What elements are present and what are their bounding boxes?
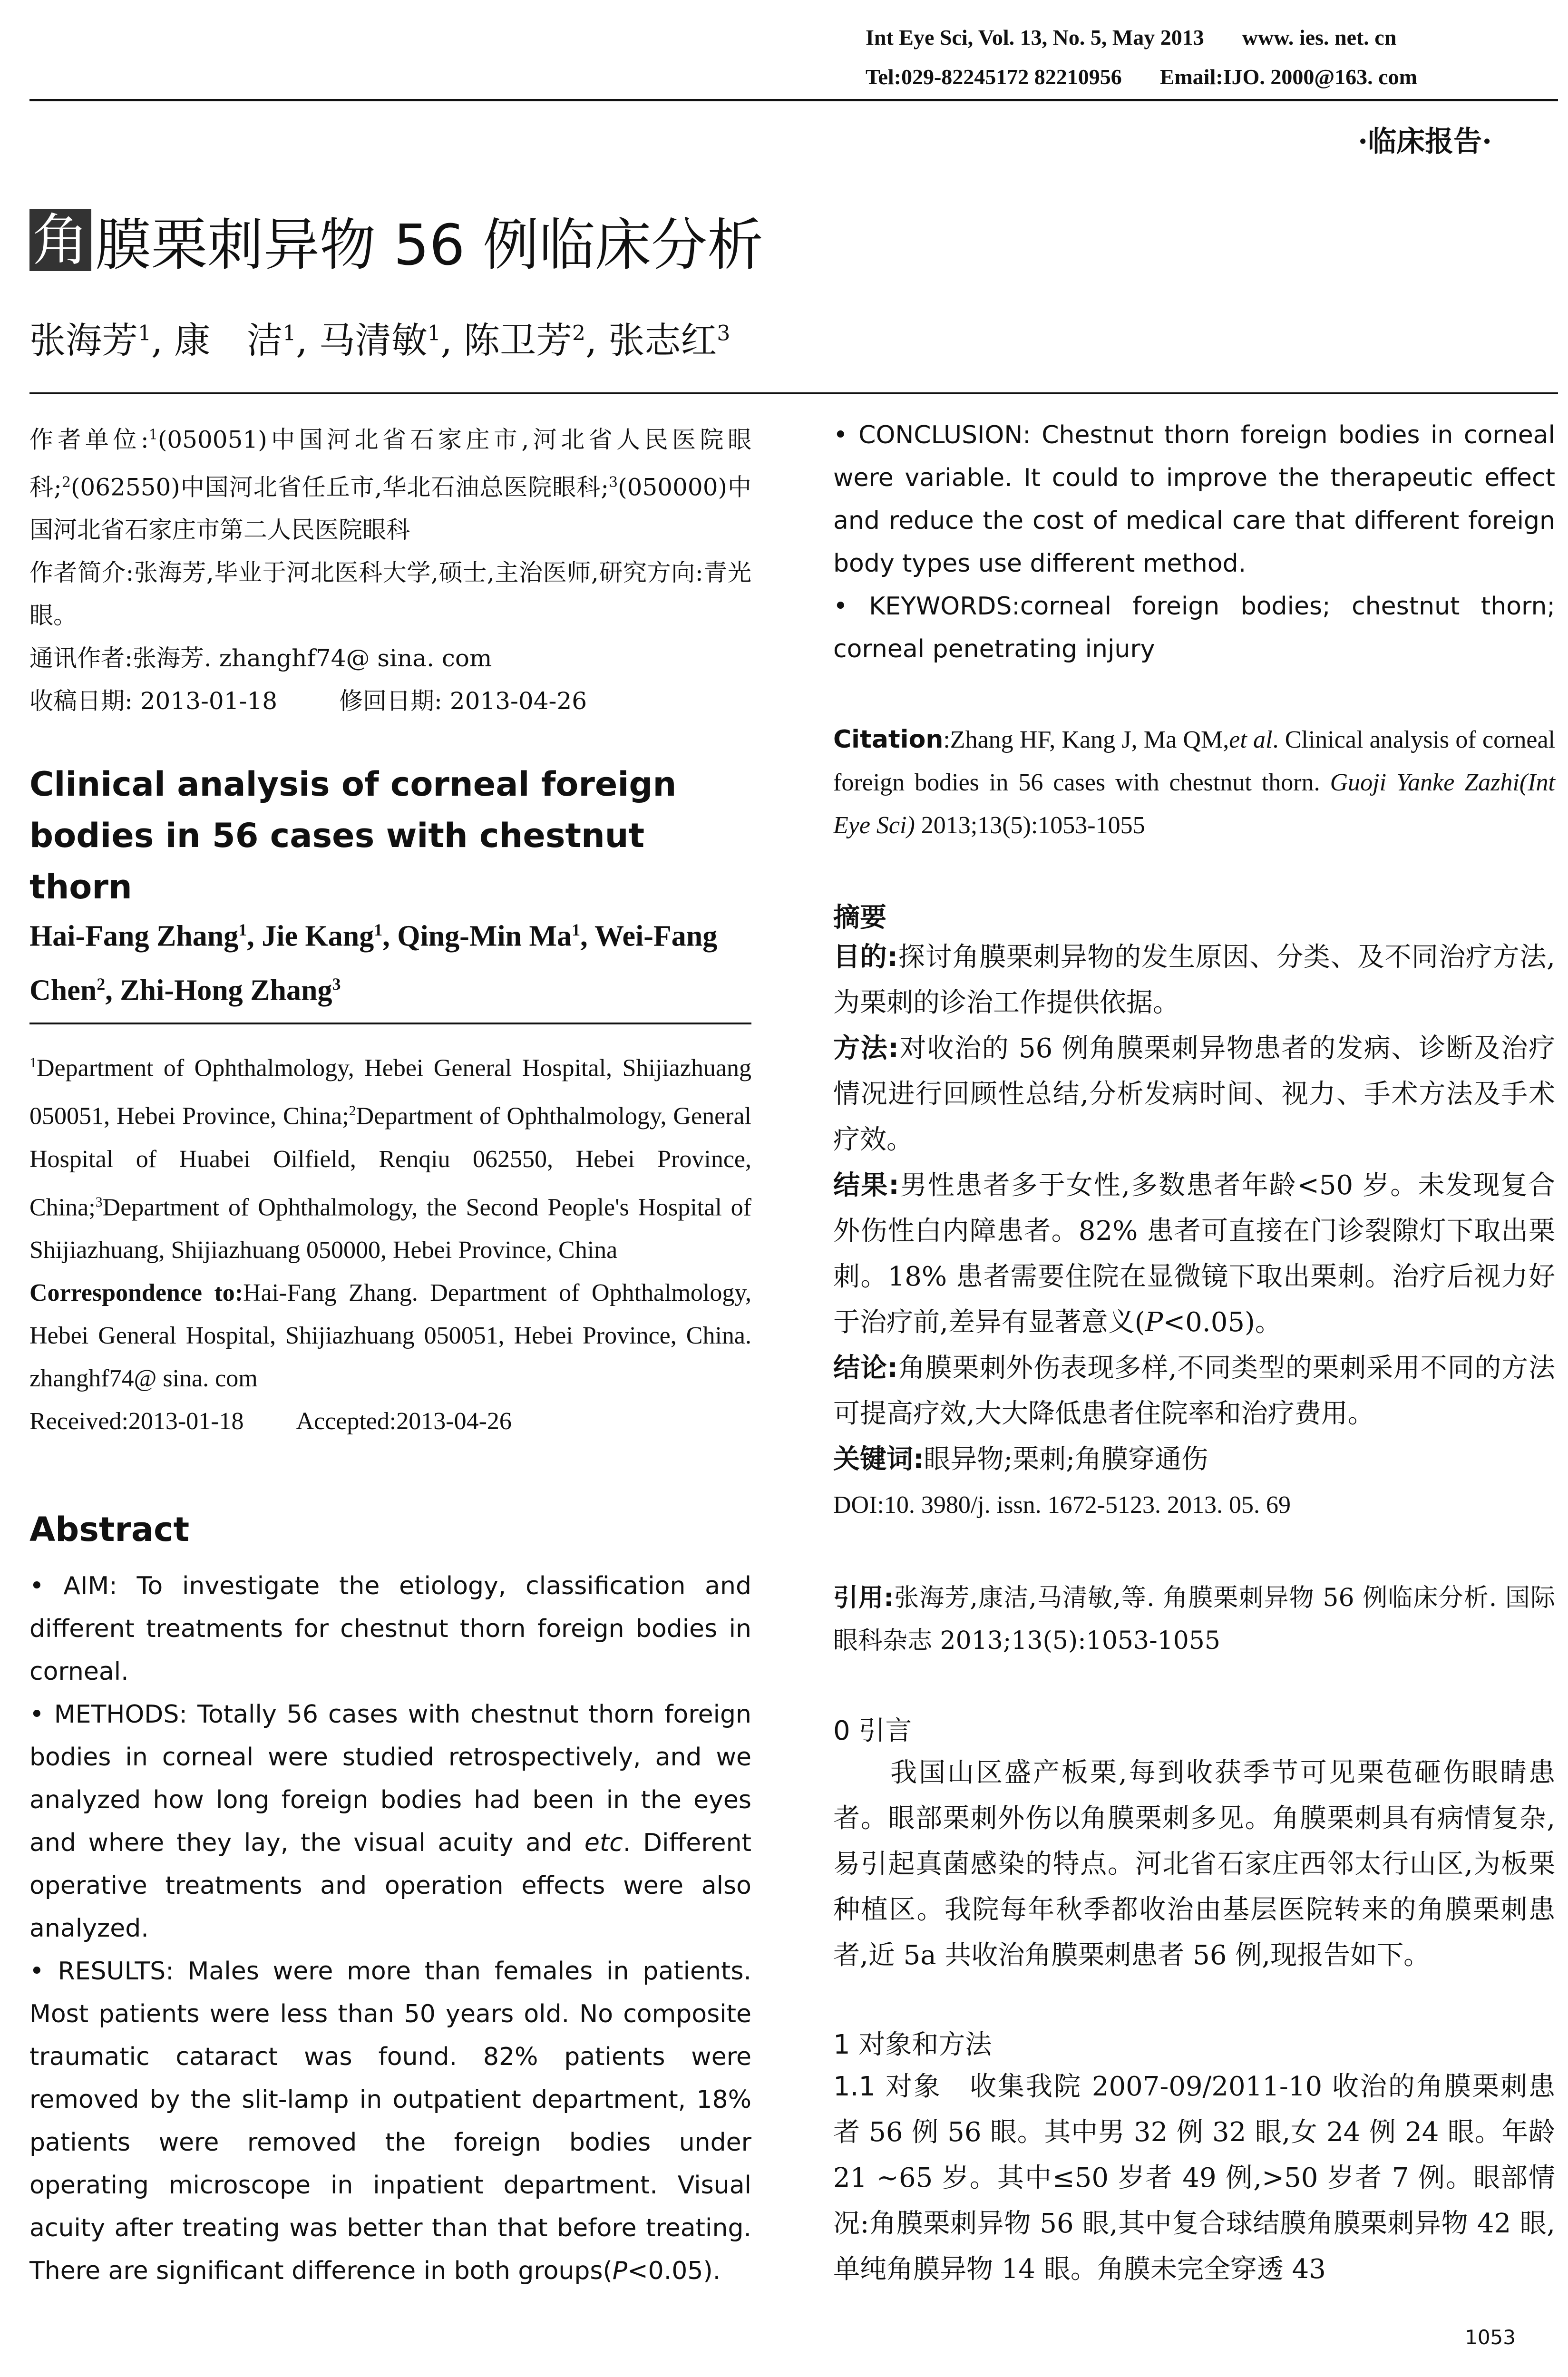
section-tag: ·临床报告· bbox=[1358, 125, 1492, 158]
received-en: Received:2013-01-18 bbox=[29, 1407, 244, 1435]
affiliation-rule bbox=[29, 1023, 751, 1024]
citation-en: Citation:Zhang HF, Kang J, Ma QM,et al. Clinical analysis of corneal foreign bodies in 56 cases with chestnut thorn. Guoji Yanke Zazhi(Int Eye Sci) 2013;13(5):1053-1055 bbox=[833, 725, 1555, 839]
journal-header-line-1 bbox=[866, 25, 1396, 50]
accepted-en: Accepted:2013-04-26 bbox=[296, 1407, 512, 1435]
author-cn: 马清敏 bbox=[319, 319, 428, 361]
journal-citation: Int Eye Sci, Vol. 13, No. 5, May 2013 bbox=[866, 25, 1204, 49]
received-date: 收稿日期: 2013-01-18 bbox=[29, 687, 278, 715]
title-text: 膜栗刺异物 56 例临床分析 bbox=[95, 212, 764, 278]
journal-website: www. ies. net. cn bbox=[1242, 25, 1397, 49]
revised-date: 修回日期: 2013-04-26 bbox=[339, 687, 587, 715]
page-number: 1053 bbox=[1465, 2326, 1516, 2349]
affiliation-cn: 作者单位:$^1$(050051)中国河北省石家庄市,河北省人民医院眼科;$^2$(062550)中国河北省任丘市,华北石油总医院眼科;$^3$(050000)中国河北省石家庄市第二人民医院眼科 作者简介:张海芳,毕业于河北医科大学,硕士,主治医师,研究方向:青光眼。 通讯作者:张海芳. zhanghf74@ sina. com 收稿日期: 2013-01-18 修回日期: 2013-04-26 bbox=[29, 426, 751, 715]
doi: DOI:10. 3980/j. issn. 1672-5123. 2013. 05. 69 bbox=[833, 1491, 1291, 1519]
corresponding-author: 通讯作者:张海芳. zhanghf74@ sina. com bbox=[29, 644, 492, 672]
journal-email: Email:IJO. 2000@163. com bbox=[1159, 65, 1417, 89]
intro-heading: 0 引言 bbox=[833, 1715, 912, 1746]
header-rule bbox=[29, 99, 1558, 101]
methods-text: 1.1 对象 收集我院 2007-09/2011-10 收治的角膜栗刺患者 56 例 56 眼。其中男 32 例 32 眼,女 24 例 24 眼。年龄 21 ~65 岁。其中≤50 岁者 49 例,>50 岁者 7 例。眼部情况:角膜栗刺异物 56 眼,其中复合球结膜角膜栗刺异物 42 眼,单纯角膜异物 14 眼。角膜未完全穿透 43 bbox=[833, 2071, 1556, 2285]
author-cn: 张海芳 bbox=[29, 319, 138, 361]
cn-abstract-body: 目的:探讨角膜栗刺异物的发生原因、分类、及不同治疗方法,为栗刺的诊治工作提供依据。 方法:对收治的 56 例角膜栗刺异物患者的发病、诊断及治疗情况进行回顾性总结,分析发病时间、视力、手术方法及手术疗效。 结果:男性患者多于女性,多数患者年龄<50 岁。未发现复合外伤性白内障患者。82% 患者可直接在门诊裂隙灯下取出栗刺。18% 患者需要住院在显微镜下取出栗刺。治疗后视力好于治疗前,差异有显著意义(P<0.05)。 结论:角膜栗刺外伤表现多样,不同类型的栗刺采用不同的方法可提高疗效,大大降低患者住院率和治疗费用。 关键词:眼异物;栗刺;角膜穿通伤 DOI:10. 3980/j. issn. 1672-5123. 2013. 05. 69 bbox=[833, 935, 1555, 1528]
abstract-en-right: • CONCLUSION: Chestnut thorn foreign bodies in corneal were variable. It could to improve the therapeutic effect and reduce the cost of medical care that different foreign body types use different method. • KEYWORDS:corneal foreign bodies; chestnut thorn; corneal penetrating injury bbox=[833, 421, 1555, 663]
title-first-char: 角 bbox=[29, 209, 91, 271]
citation-cn: 引用:张海芳,康洁,马清敏,等. 角膜栗刺异物 56 例临床分析. 国际眼科杂志 2013;13(5):1053-1055 bbox=[833, 1584, 1556, 1655]
abstract-en-left: • AIM: To investigate the etiology, classification and different treatments for chestnut thorn foreign bodies in corneal. • METHODS: Totally 56 cases with chestnut thorn foreign bodies in corneal were studied retrospectively, and we analyzed how long foreign bodies had been in the eyes and where they lay, the visual acuity and etc. Different operative treatments and operation effects were also analyzed. • RESULTS: Males were more than females in patients. Most patients were less than 50 years old. No composite traumatic cataract was found. 82% patients were removed by the slit-lamp in outpatient department, 18% patients were removed the foreign bodies under operating microscope in inpatient department. Visual acuity after treating was better than that before treating. There are significant difference in both groups(P<0.05). bbox=[29, 1572, 752, 2285]
affiliation-en: $^1$Department of Ophthalmology, Hebei General Hospital, Shijiazhuang 050051, Hebei Province, China;$^2$Department of Ophthalmology, General Hospital of Huabei Oilfield, Renqiu 062550, Hebei Province, China;$^3$Department of Ophthalmology, the Second People's Hospital of Shijiazhuang, Shijiazhuang 050000, Hebei Province, China Correspondence to:Hai-Fang Zhang. Department of Ophthalmology, Hebei General Hospital, Shijiazhuang 050051, Hebei Province, China. zhanghf74@ sina. com Received:2013-01-18 Accepted:2013-04-26 bbox=[29, 1054, 751, 1435]
methods-heading: 1 对象和方法 bbox=[833, 2029, 992, 2060]
journal-header-line-2 bbox=[866, 64, 1417, 89]
title-rule bbox=[29, 392, 1558, 394]
intro-text: 我国山区盛产板栗,每到收获季节可见栗苞砸伤眼睛患者。眼部栗刺外伤以角膜栗刺多见。角膜栗刺具有病情复杂,易引起真菌感染的特点。河北省石家庄西邻太行山区,为板栗种植区。我院每年秋季都收治由基层医院转来的角膜栗刺患者,近 5a 共收治角膜栗刺患者 56 例,现报告如下。 bbox=[833, 1757, 1555, 1971]
authors-cn: 张海芳$^1$, 康 洁$^1$, 马清敏$^1$, 陈卫芳$^2$, 张志红$^3$ bbox=[29, 319, 730, 361]
journal-tel: Tel:029-82245172 82210956 bbox=[866, 65, 1122, 89]
article-title bbox=[29, 200, 763, 281]
author-cn: 陈卫芳 bbox=[464, 319, 573, 361]
author-cn: 张志红 bbox=[608, 319, 717, 361]
abstract-heading: Abstract bbox=[29, 1510, 190, 1549]
cn-abstract-heading: 摘要 bbox=[833, 902, 886, 933]
authors-en: Hai-Fang Zhang$^1$, Jie Kang$^1$, Qing-Min Ma$^1$, Wei-Fang Chen$^2$, Zhi-Hong Zhang$^3$ bbox=[29, 920, 718, 1007]
author-cn: 康 洁 bbox=[174, 319, 283, 361]
author-bio: 作者简介:张海芳,毕业于河北医科大学,硕士,主治医师,研究方向:青光眼。 bbox=[29, 559, 751, 630]
english-title: Clinical analysis of corneal foreign bodies in 56 cases with chestnut thorn bbox=[29, 765, 677, 906]
